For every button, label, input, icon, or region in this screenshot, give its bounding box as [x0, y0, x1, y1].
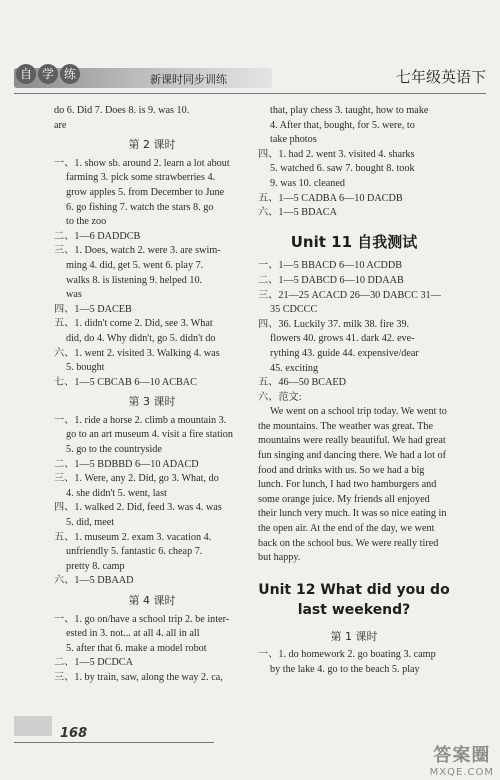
answer-line: ming 4. did, get 5. went 6. play 7.	[66, 259, 204, 271]
answer-line: grow apples 5. from December to June	[66, 186, 225, 198]
answer-line: ested in 3. not... at all 4. all in all	[66, 628, 200, 640]
unit12-title-line1: Unit 12 What did you do	[258, 581, 450, 598]
watermark-url: MXQE.COM	[429, 767, 494, 778]
answer-line: 5. bought	[66, 362, 105, 374]
answer-line: 一、1. ride a horse 2. climb a mountain 3.	[54, 414, 227, 426]
logo-char: 自	[16, 64, 36, 84]
page-tab	[14, 716, 52, 736]
answer-line: 三、1. Were, any 2. Did, go 3. What, do	[54, 473, 219, 485]
answer-line: pretty 8. camp	[66, 560, 125, 572]
answer-line: 5. after that 6. make a model robot	[66, 642, 207, 654]
answer-line: 六、1. went 2. visited 3. Walking 4. was	[54, 347, 220, 359]
answer-line: 五、1. didn't come 2. Did, see 3. What	[54, 318, 213, 330]
answer-line: take photos	[270, 134, 317, 146]
section-title: 第 4 课时	[128, 594, 176, 607]
series-logo	[16, 64, 80, 84]
answer-line: do 6. Did 7. Does 8. is 9. was 10.	[54, 105, 190, 116]
answer-line: 三、21—25 ACACD 26—30 DABCC 31—	[258, 289, 441, 301]
answer-line: rything 43. guide 44. expensive/dear	[270, 347, 419, 359]
answer-line: 一、1. do homework 2. go boating 3. camp	[258, 649, 436, 661]
answer-line: 四、1. had 2. went 3. visited 4. sharks	[258, 148, 415, 160]
left-column	[54, 104, 250, 686]
unit11-answers	[258, 259, 450, 405]
answer-line: walks 8. is listening 9. helped 10.	[66, 274, 203, 286]
section-title: 第 2 课时	[128, 138, 176, 152]
answer-line: 9. was 10. cleaned	[270, 177, 345, 189]
logo-char: 练	[60, 64, 80, 84]
answer-line: 4. she didn't 5. went, last	[66, 487, 167, 499]
unit12-title	[258, 580, 450, 620]
watermark-logo	[430, 741, 494, 778]
answer-line: 二、1—6 DADDCB	[54, 230, 141, 242]
answer-line: by the lake 4. go to the beach 5. play	[270, 664, 420, 675]
answer-line: 六、1—5 DBAAD	[54, 575, 134, 587]
model-essay	[258, 405, 450, 566]
answer-line: did, do 4. Why didn't, go 5. didn't do	[66, 332, 216, 344]
unit12-title-line2: last weekend?	[297, 601, 411, 618]
answer-line: 5. did, meet	[66, 517, 115, 529]
unit12-answers	[258, 648, 450, 677]
page-number: 168	[60, 726, 88, 741]
answer-line: unfriendly 5. fantastic 6. cheap 7.	[66, 546, 203, 558]
answer-line: 七、1—5 CBCAB 6—10 ACBAC	[54, 376, 197, 388]
answer-line: was	[66, 289, 82, 301]
answer-line: to the zoo	[66, 216, 107, 228]
series-title: 新课时同步训练	[150, 73, 227, 86]
answer-line: 六、1—5 BDACA	[258, 207, 337, 219]
answer-line: 三、1. Does, watch 2. were 3. are swim-	[54, 245, 221, 257]
unit10-continued	[258, 104, 450, 221]
answer-line: 二、1—5 DCDCA	[54, 657, 133, 669]
logo-char: 学	[38, 64, 58, 84]
watermark-main: 答案圈	[433, 745, 491, 766]
answer-line: 一、1. show sb. around 2. learn a lot about	[54, 157, 230, 169]
right-column	[258, 104, 450, 678]
unit11-title: Unit 11 自我测试	[290, 232, 418, 251]
answer-line: 五、1—5 CADBA 6—10 DACDB	[258, 192, 403, 204]
header-divider	[14, 93, 486, 94]
answer-line: 35 CDCCC	[270, 304, 318, 316]
answer-line: 二、1—5 DABCD 6—10 DDAAB	[258, 274, 404, 286]
answer-line: 二、1—5 BDBBD 6—10 ADACD	[54, 458, 199, 470]
answer-line: 五、46—50 BCAED	[258, 377, 347, 389]
footer-divider	[14, 742, 214, 743]
answer-line: 一、1. go on/have a school trip 2. be inter-	[54, 613, 230, 625]
page-header	[0, 62, 500, 96]
answer-line: flowers 40. grows 41. dark 42. eve-	[270, 333, 415, 345]
answer-line: 四、1—5 DACEB	[54, 303, 132, 315]
answer-line: 一、1—5 BBACD 6—10 ACDDB	[258, 260, 403, 272]
answer-line: are	[54, 119, 67, 131]
grade-label: 七年级英语下	[395, 68, 486, 86]
answer-line: 5. go to the countryside	[66, 444, 162, 456]
unit12-section-title: 第 1 课时	[330, 629, 378, 643]
answer-line: 4. After that, bought, for 5. were, to	[270, 119, 415, 131]
answer-line: 六、范文:	[258, 391, 302, 403]
answer-line: farming 3. pick some strawberries 4.	[66, 172, 216, 184]
answer-line: that, play chess 3. taught, how to make	[270, 105, 429, 116]
answer-line: 三、1. by train, saw, along the way 2. ca,	[54, 671, 223, 683]
answer-line: 四、1. walked 2. Did, feed 3. was 4. was	[54, 502, 222, 514]
answer-line: go to an art museum 4. visit a fire station	[66, 429, 233, 441]
answer-line: 五、1. museum 2. exam 3. vacation 4.	[54, 531, 212, 543]
section-title: 第 3 课时	[128, 395, 176, 409]
answer-line: 四、36. Luckily 37. milk 38. fire 39.	[258, 318, 410, 330]
answer-line: 6. go fishing 7. watch the stars 8. go	[66, 201, 214, 213]
answer-line: 45. exciting	[270, 362, 319, 374]
essay-text: We went on a school trip today. We went to the mountains. The weather was great. The mountains were really beautiful. We had great fun singing and dancing there. We had a lot of food and drinks with us. So we had a big lunch. For lunch, I had two hamburgers and some orange juice. My friends all enjoyed their lunch very much. It was so nice eating in the open air. At the end of the day, we went back on the school bus. We were really tired but happy.	[258, 406, 447, 564]
answer-line: 5. watched 6. saw 7. bought 8. took	[270, 163, 415, 175]
